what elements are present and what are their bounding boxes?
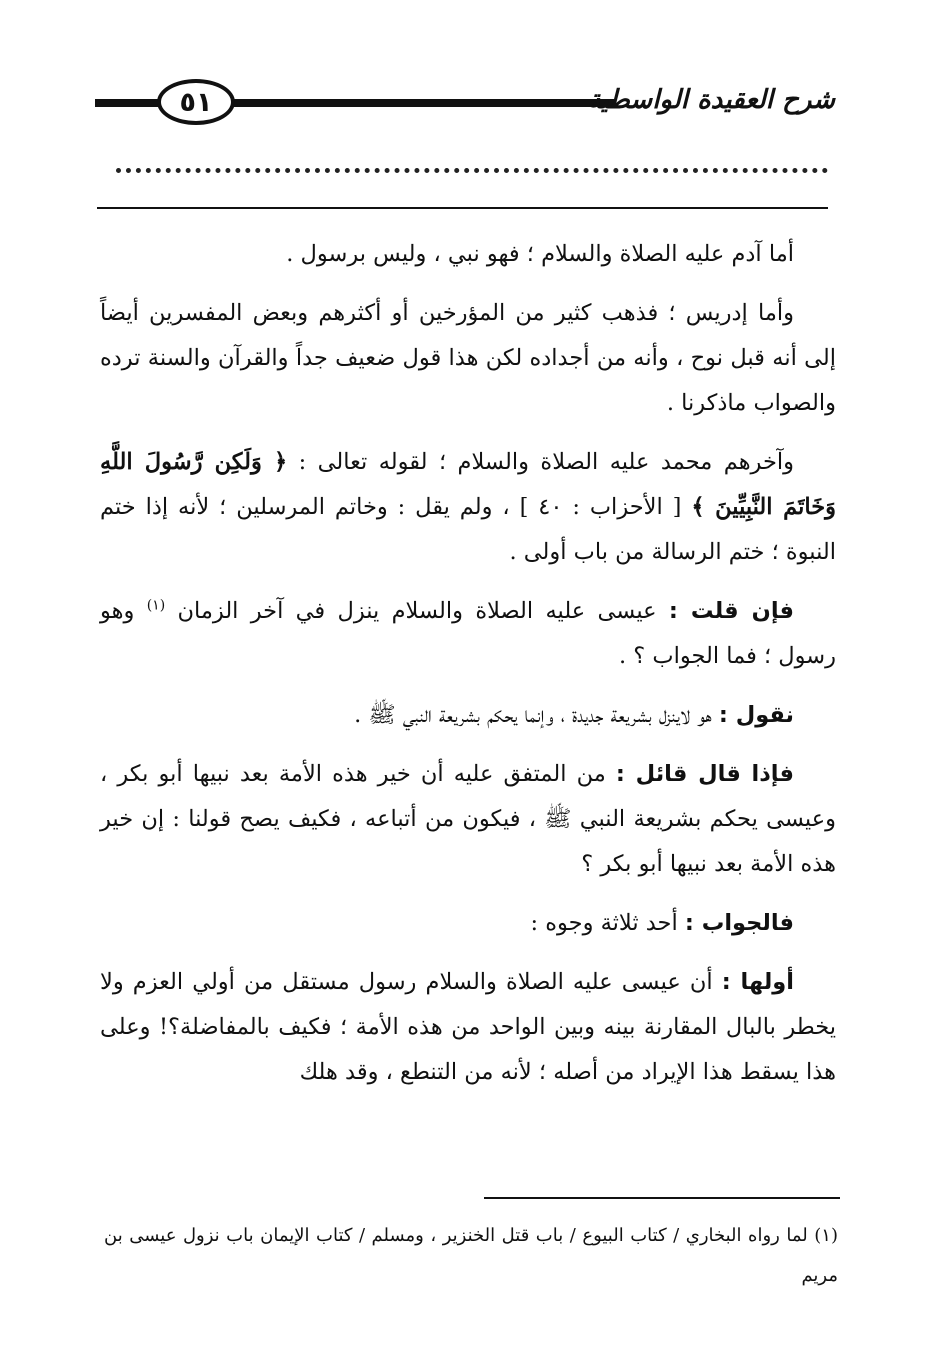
running-title: شرح العقيدة الواسطية xyxy=(587,85,835,115)
paragraph-answer xyxy=(100,693,836,738)
paragraph-text: هو لاينزل بشريعة جديدة ، وإنما يحكم بشريعة النبي ﷺ . xyxy=(354,702,712,728)
paragraph-text: من المتفق عليه أن خير هذه الأمة بعد نبيها أبو بكر ، وعيسى يحكم بشريعة النبي ﷺ ، فيكون من أتباعه ، فكيف يصح قولنا : إن خير هذه الأمة بعد نبيها أبو بكر ؟ xyxy=(100,761,836,877)
lead-phrase: فإن قلت : xyxy=(668,598,795,624)
page-header xyxy=(95,72,835,136)
paragraph-text: أن عيسى عليه الصلاة والسلام رسول مستقل من أولي العزم ولا يخطر بالبال المقارنة بينه وبين الواحد من هذه الأمة ؛ فكيف بالمفاضلة؟! وعلى هذا يسقط هذا الإيراد من أصله ؛ لأنه من التنطع ، وقد هلك xyxy=(100,969,836,1085)
paragraph-text: أما آدم عليه الصلاة والسلام ؛ فهو نبي ، وليس برسول . xyxy=(286,241,794,267)
page-number: ٥١ xyxy=(157,79,235,125)
footnote-text: (١) لما رواه البخاري / كتاب البيوع / باب قتل الخنزير ، ومسلم / كتاب الإيمان باب نزول عيسى بن مريم xyxy=(104,1225,838,1286)
paragraph-reply xyxy=(100,901,836,946)
lead-phrase: أولها : xyxy=(721,969,795,995)
paragraph-text: وهو رسول ؛ فما الجواب ؟ . xyxy=(100,598,836,669)
dotted-divider xyxy=(116,168,828,173)
paragraph-text: عيسى عليه الصلاة والسلام ينزل في آخر الزمان xyxy=(177,598,657,624)
footnote-divider xyxy=(484,1197,840,1199)
lead-phrase: نقول : xyxy=(718,702,794,728)
main-text xyxy=(100,232,836,1109)
lead-phrase: فإذا قال قائل : xyxy=(615,761,794,787)
paragraph-text: أحد ثلاثة وجوه : xyxy=(530,910,678,936)
paragraph-adam xyxy=(100,232,836,277)
footnotes xyxy=(104,1216,838,1296)
paragraph-muhammad xyxy=(100,440,836,575)
paragraph-objection xyxy=(100,752,836,887)
header-divider xyxy=(97,207,828,209)
paragraph-text: وأما إدريس ؛ فذهب كثير من المؤرخين أو أكثرهم وبعض المفسرين أيضاً إلى أنه قبل نوح ، وأنه من أجداده لكن هذا قول ضعيف جداً والقرآن والسنة ترده والصواب ماذكرنا . xyxy=(100,300,836,416)
footnote-reference[interactable]: (١) xyxy=(146,597,166,614)
paragraph-question xyxy=(100,589,836,679)
paragraph-first-aspect xyxy=(100,960,836,1095)
footnote-1 xyxy=(104,1216,838,1296)
paragraph-text: [ الأحزاب : ٤٠ ] ، ولم يقل : وخاتم المرسلين ؛ لأنه إذا ختم النبوة ؛ ختم الرسالة من باب أولى . xyxy=(100,494,836,565)
paragraph-idris xyxy=(100,291,836,426)
paragraph-text: وآخرهم محمد عليه الصلاة والسلام ؛ لقوله تعالى : xyxy=(298,449,794,475)
quran-verse: ﴿ وَلَكِن رَّسُولَ اللَّهِ وَخَاتَمَ النَّبِيِّينَ ﴾ xyxy=(100,449,837,520)
lead-phrase: فالجواب : xyxy=(684,910,794,936)
